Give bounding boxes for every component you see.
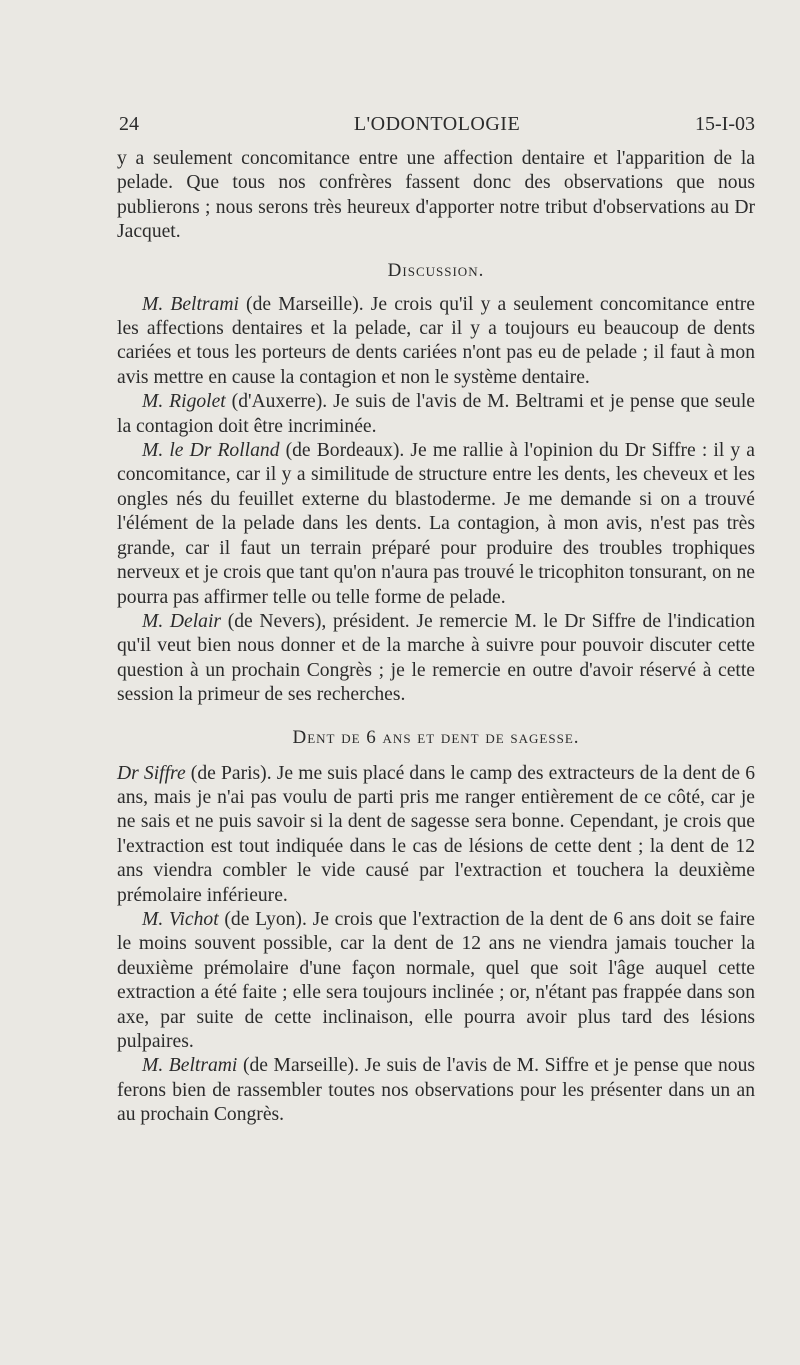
intro-paragraph: y a seulement concomitance entre une affection dentaire et l'apparition de la pelade. Que tous nos confrères fassent donc des observations que nous publierons ; nous serons très heureux d'apporter notre tribut d'observations au Dr Jacquet. <box>117 148 755 243</box>
section-paragraph <box>117 762 755 908</box>
section-paragraph <box>117 1054 755 1127</box>
discussion-paragraph <box>117 293 755 391</box>
speech-text: (de Bordeaux). Je me rallie à l'opinion du Dr Siffre : il y a concomitance, car il y a similitude de structure entre les dents, les cheveux et les ongles nés du feuillet externe du blastoderme. Je me demande si on a trouvé l'élément de la pelade dans les dents. La contagion, à mon avis, n'est pas très grande, car il faut un terrain préparé pour produire des troubles trophiques nerveux et je crois que tant qu'on n'aura pas trouvé le tricophiton tonsurant, on ne pourra pas affirmer telle ou telle forme de pelade. <box>117 440 755 608</box>
speech-text: (de Marseille). Je crois qu'il y a seulement concomitance entre les affections dentaires et la pelade, car il y a toujours eu beaucoup de dents cariées et tous les porteurs de dents cariées n'ont pas eu de pelade ; il faut à mon avis mettre en cause la contagion et non le système dentaire. <box>117 293 755 388</box>
journal-title: L'ODONTOLOGIE <box>353 113 521 135</box>
page-body <box>117 147 755 1128</box>
page-number: 24 <box>119 113 139 135</box>
section-paragraph <box>117 908 755 1054</box>
speaker-name: M. Vichot <box>142 908 219 930</box>
speech-text: (de Paris). Je me suis placé dans le camp des extracteurs de la dent de 6 ans, mais je n'ai pas voulu de parti pris me ranger entièrement de ce côté, car je ne sais et ne puis savoir si la dent de sagesse sera bonne. Cependant, je crois que l'extraction est tout indiquée dans le cas de lésions de cette dent ; la dent de 12 ans viendra combler le vide causé par l'extraction et touchera la deuxième prémolaire inférieure. <box>117 762 755 906</box>
running-header <box>119 113 755 141</box>
discussion-paragraph <box>117 439 755 610</box>
discussion-paragraph <box>117 390 755 439</box>
discussion-paragraph <box>117 610 755 708</box>
speaker-name: M. Delair <box>142 610 222 632</box>
speech-text: (de Nevers), président. Je remercie M. le Dr Siffre de l'indication qu'il veut bien nous donner et de la marche à suivre pour pouvoir discuter cette question à un prochain Congrès ; je le remercie en outre d'avoir réservé à cette session la primeur de ses recherches. <box>117 610 755 706</box>
speaker-name: M. le Dr Rolland <box>142 440 280 462</box>
speaker-name: M. Beltrami <box>142 1055 238 1077</box>
speech-text: (d'Auxerre). Je suis de l'avis de M. Beltrami et je pense que seule la contagion doit être incriminée. <box>117 391 755 437</box>
speaker-name: M. Beltrami <box>142 293 239 315</box>
speaker-name: Dr Siffre <box>117 762 186 784</box>
issue-date: 15-I-03 <box>695 113 755 135</box>
speech-text: (de Marseille). Je suis de l'avis de M. Siffre et je pense que nous ferons bien de rassembler toutes nos observations pour les présenter dans un an au prochain Congrès. <box>117 1055 755 1126</box>
section-heading: Dent de 6 ans et dent de sagesse. <box>292 726 580 748</box>
discussion-heading: Discussion. <box>387 259 485 281</box>
speech-text: (de Lyon). Je crois que l'extraction de la dent de 6 ans doit se faire le moins souvent possible, car la dent de 12 ans ne viendra jamais toucher la deuxième prémolaire d'une façon normale, quel que soit l'âge auquel cette extraction a été faite ; elle sera toujours inclinée ; or, n'étant pas frappée dans son axe, par suite de cette inclinaison, elle pourra avoir plus tard des lésions pulpaires. <box>117 908 755 1052</box>
speaker-name: M. Rigolet <box>142 391 226 413</box>
